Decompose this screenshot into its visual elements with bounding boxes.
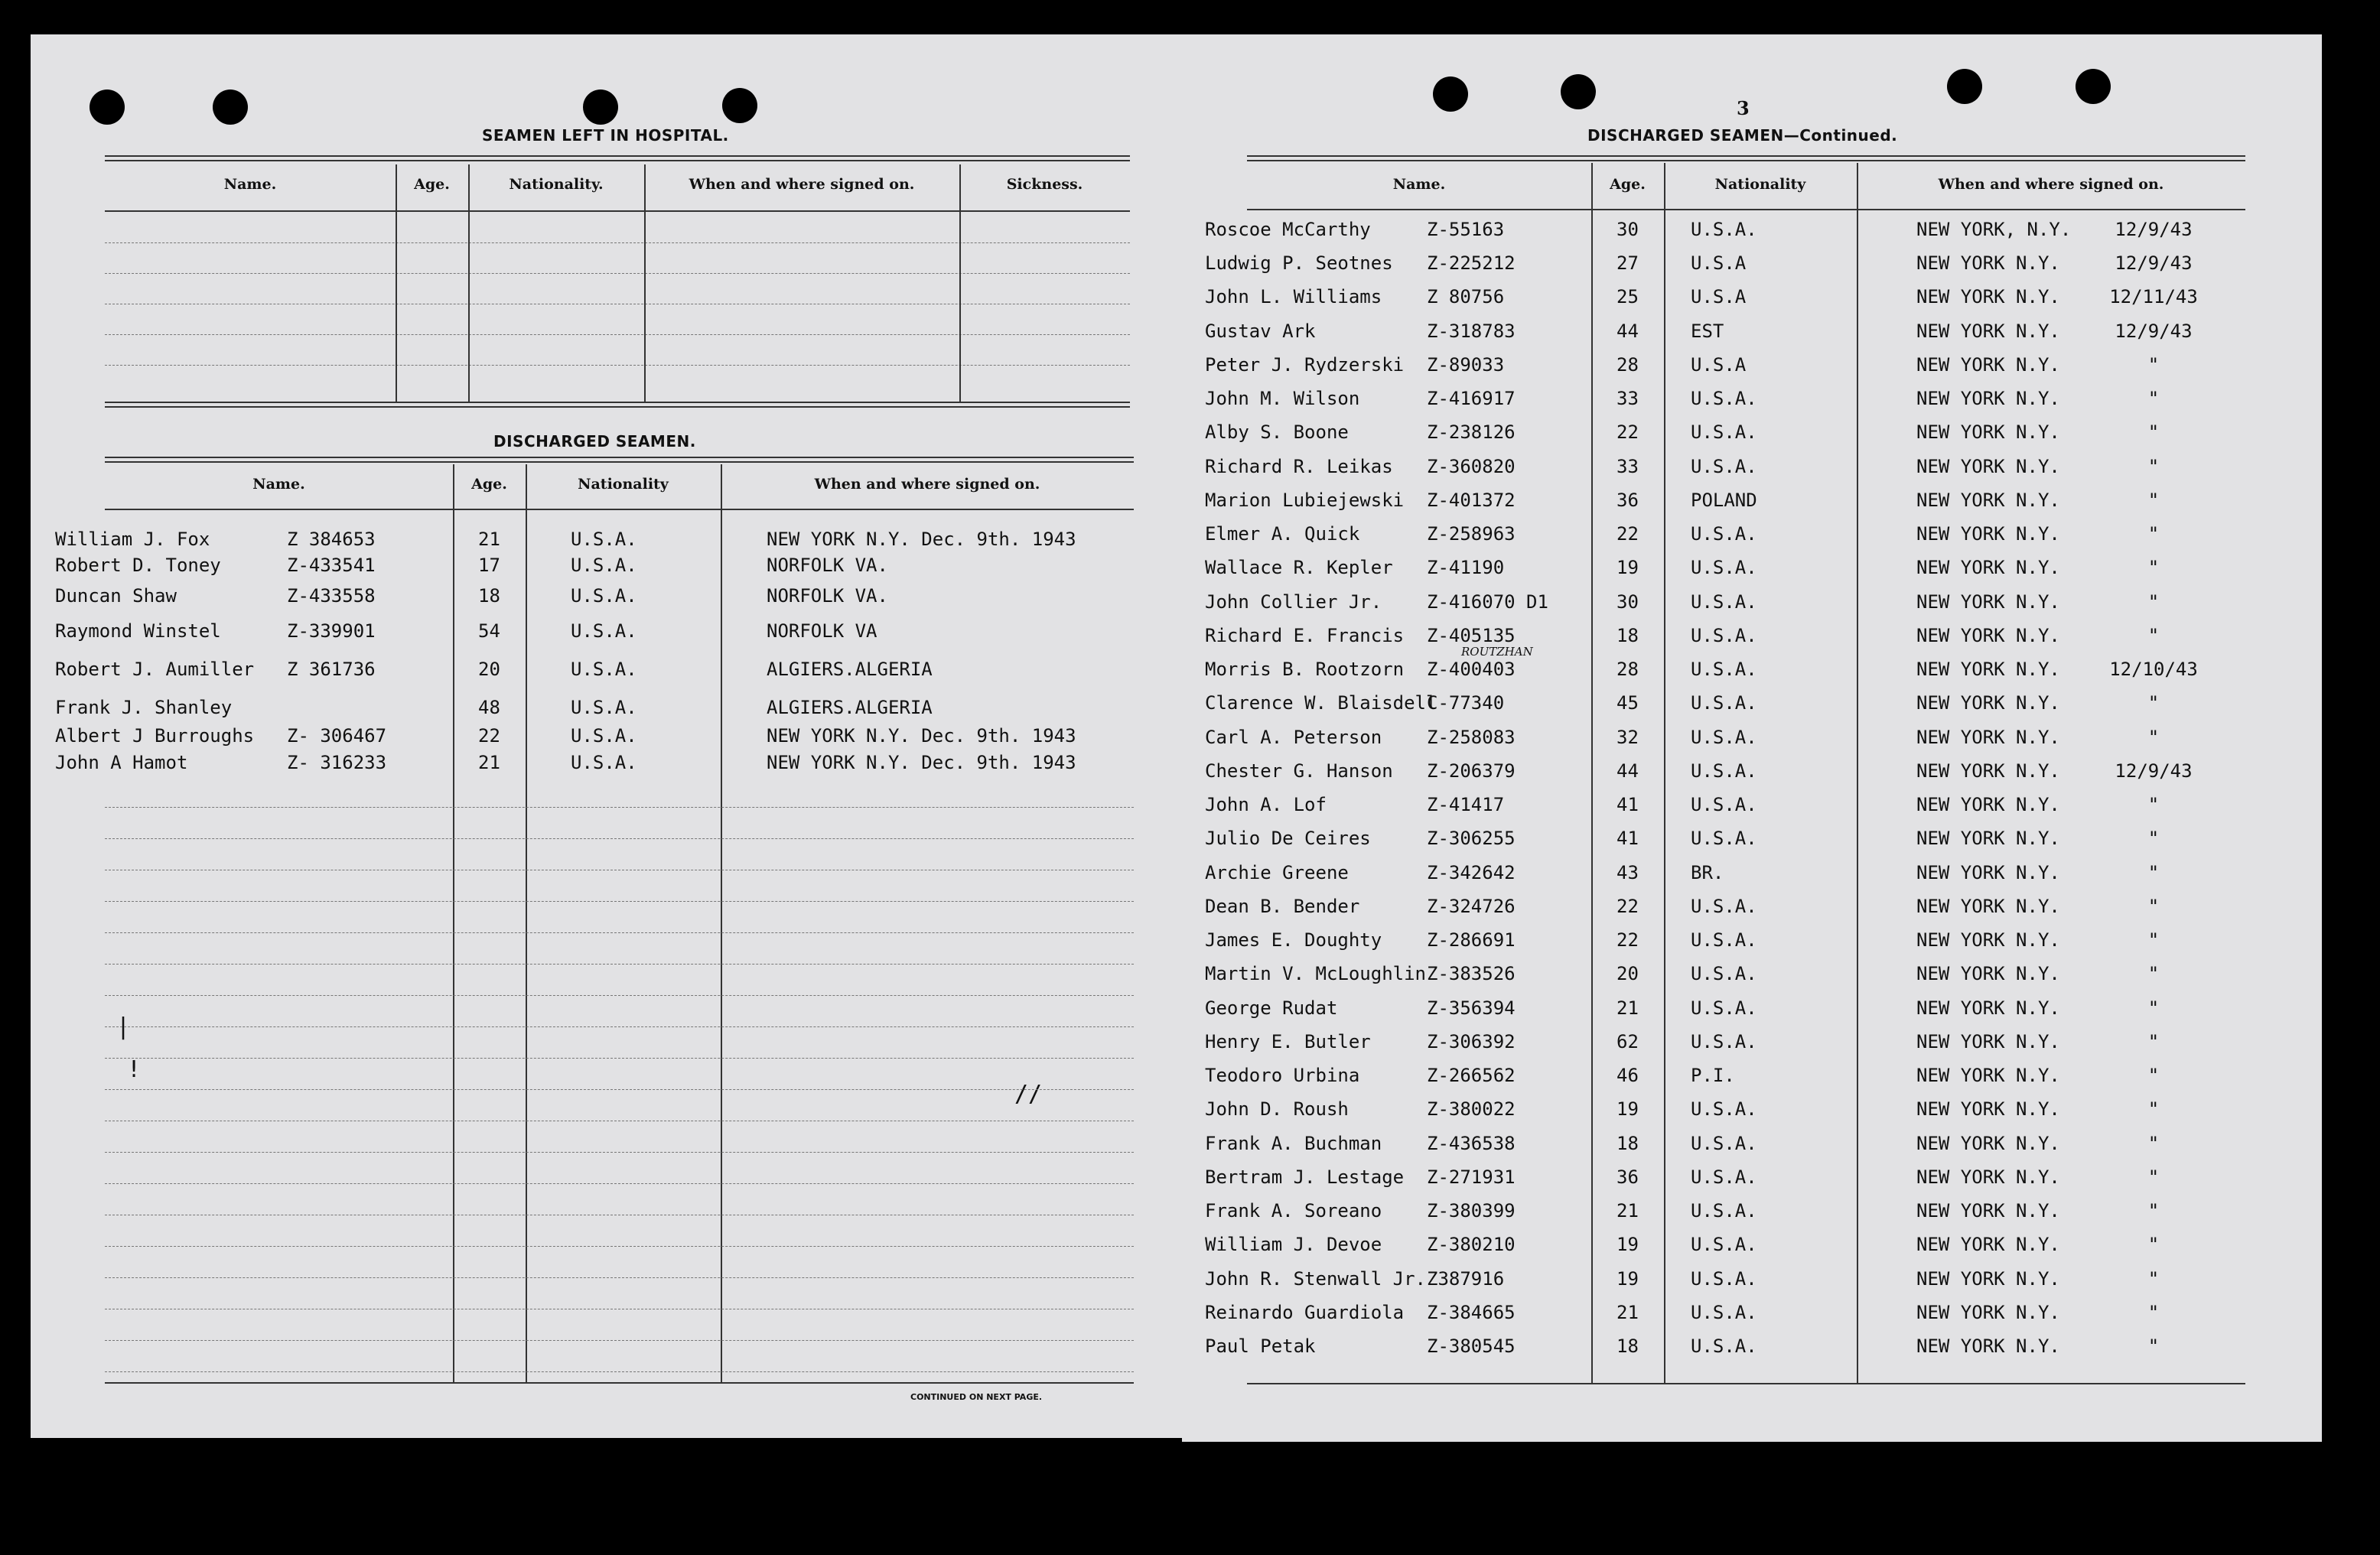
right-row-place: NEW YORK N.Y. (1916, 760, 2060, 782)
right-row-place: NEW YORK N.Y. (1916, 1234, 2060, 1255)
right-row-place: NEW YORK N.Y. (1916, 929, 2060, 951)
right-col-name: Name. (1392, 176, 1446, 193)
hospital-col-nationality: Nationality. (509, 176, 604, 193)
right-row-place: NEW YORK N.Y. (1916, 320, 2060, 342)
right-row-date: 12/11/43 (2109, 286, 2198, 307)
right-col-signed: When and where signed on. (1938, 176, 2164, 193)
right-row-z: Z-238126 (1427, 421, 1516, 443)
right-row-z: Z-405135 (1427, 625, 1516, 646)
right-row-place: NEW YORK N.Y. (1916, 625, 2060, 646)
right-row-nat: U.S.A. (1691, 1268, 1757, 1290)
right-row-nat: U.S.A. (1691, 896, 1757, 917)
right-row-age: 20 (1617, 963, 1639, 984)
right-row-z: Z-416917 (1427, 388, 1516, 409)
right-row-nat: U.S.A. (1691, 659, 1757, 680)
right-row-place: NEW YORK N.Y. (1916, 557, 2060, 578)
right-row-z: Z-383526 (1427, 963, 1516, 984)
right-row-place: NEW YORK N.Y. (1916, 523, 2060, 545)
discharged-col-signed: When and where signed on. (814, 476, 1040, 493)
right-row-name: Morris B. Rootzorn (1205, 659, 1405, 680)
right-row-nat: BR. (1691, 862, 1724, 883)
right-row-place: NEW YORK N.Y. (1916, 1302, 2060, 1323)
right-row-date: " (2147, 557, 2160, 578)
left-row-z: Z-433558 (287, 585, 376, 607)
right-row-name: George Rudat (1205, 997, 1338, 1019)
left-row-signed: ALGIERS.ALGERIA (767, 659, 933, 680)
blank-row-line (105, 1340, 1134, 1341)
right-row-name: Peter J. Rydzerski (1205, 354, 1405, 376)
right-row-name: Dean B. Bender (1205, 896, 1360, 917)
right-row-date: " (2147, 456, 2160, 477)
right-row-name: Elmer A. Quick (1205, 523, 1360, 545)
right-row-age: 33 (1617, 456, 1639, 477)
left-row-name: Robert J. Aumiller (55, 659, 255, 680)
right-row-z: Z-380210 (1427, 1234, 1516, 1255)
right-row-age: 21 (1617, 997, 1639, 1019)
right-row-nat: U.S.A. (1691, 1098, 1757, 1120)
right-row-date: " (2147, 727, 2160, 748)
right-row-nat: U.S.A. (1691, 828, 1757, 849)
right-row-z: Z-41190 (1427, 557, 1505, 578)
right-row-date: " (2147, 862, 2160, 883)
right-row-age: 19 (1617, 1234, 1639, 1255)
right-row-place: NEW YORK N.Y. (1916, 1335, 2060, 1357)
pencil-mark: | (116, 1013, 131, 1040)
right-row-nat: U.S.A. (1691, 421, 1757, 443)
discharged-col-age: Age. (471, 476, 507, 493)
right-row-date: " (2147, 1133, 2160, 1154)
right-row-nat: U.S.A (1691, 286, 1747, 307)
right-row-age: 27 (1617, 252, 1639, 274)
right-row-age: 19 (1617, 1268, 1639, 1290)
right-row-place: NEW YORK, N.Y. (1916, 219, 2072, 240)
blank-row-line (105, 1026, 1134, 1027)
right-row-date: 12/9/43 (2115, 219, 2193, 240)
right-row-date: " (2147, 1166, 2160, 1188)
binder-hole (722, 88, 757, 123)
right-row-z: Z 80756 (1427, 286, 1505, 307)
blank-row-line (105, 1277, 1134, 1278)
continued-footer: CONTINUED ON NEXT PAGE. (910, 1392, 1043, 1402)
right-row-age: 25 (1617, 286, 1639, 307)
left-row-z: Z-433541 (287, 555, 376, 576)
discharged-title: DISCHARGED SEAMEN. (493, 432, 696, 451)
right-row-date: " (2147, 388, 2160, 409)
right-row-name: Marion Lubiejewski (1205, 490, 1405, 511)
right-row-age: 19 (1617, 557, 1639, 578)
right-row-date: " (2147, 1302, 2160, 1323)
right-row-date: " (2147, 1200, 2160, 1222)
right-row-name: Clarence W. Blaisdell (1205, 692, 1437, 714)
right-row-z: Z-380545 (1427, 1335, 1516, 1357)
right-row-name: Roscoe McCarthy (1205, 219, 1371, 240)
right-row-nat: POLAND (1691, 490, 1757, 511)
right-row-z: Z-306392 (1427, 1031, 1516, 1052)
right-row-name: Reinardo Guardiola (1205, 1302, 1405, 1323)
right-row-nat: U.S.A. (1691, 929, 1757, 951)
right-row-age: 43 (1617, 862, 1639, 883)
right-row-date: " (2147, 794, 2160, 815)
right-row-place: NEW YORK N.Y. (1916, 1200, 2060, 1222)
right-row-nat: U.S.A (1691, 354, 1747, 376)
right-row-nat: U.S.A. (1691, 625, 1757, 646)
right-row-place: NEW YORK N.Y. (1916, 692, 2060, 714)
binder-hole (1561, 74, 1596, 109)
right-row-nat: U.S.A. (1691, 557, 1757, 578)
left-row-signed: ALGIERS.ALGERIA (767, 697, 933, 718)
right-row-name: Richard E. Francis (1205, 625, 1405, 646)
left-row-name: Duncan Shaw (55, 585, 177, 607)
right-row-z: Z-318783 (1427, 320, 1516, 342)
right-row-name: Henry E. Butler (1205, 1031, 1371, 1052)
blank-row-line (105, 901, 1134, 902)
right-row-name: Bertram J. Lestage (1205, 1166, 1405, 1188)
right-row-place: NEW YORK N.Y. (1916, 659, 2060, 680)
right-row-date: " (2147, 591, 2160, 613)
right-row-age: 22 (1617, 523, 1639, 545)
right-row-nat: U.S.A. (1691, 219, 1757, 240)
left-row-age: 21 (478, 529, 500, 550)
right-page (1182, 34, 2322, 1442)
right-row-date: 12/9/43 (2115, 760, 2193, 782)
left-row-signed: NORFOLK VA. (767, 555, 888, 576)
hospital-col-sickness: Sickness. (1006, 176, 1083, 193)
binder-hole (583, 89, 618, 125)
right-row-place: NEW YORK N.Y. (1916, 862, 2060, 883)
left-row-name: Frank J. Shanley (55, 697, 233, 718)
right-row-date: " (2147, 421, 2160, 443)
right-row-age: 62 (1617, 1031, 1639, 1052)
right-row-nat: U.S.A. (1691, 997, 1757, 1019)
right-row-name: John L. Williams (1205, 286, 1382, 307)
right-row-nat: U.S.A. (1691, 1234, 1757, 1255)
right-row-name: Julio De Ceires (1205, 828, 1371, 849)
right-row-place: NEW YORK N.Y. (1916, 388, 2060, 409)
right-row-age: 18 (1617, 625, 1639, 646)
right-row-age: 41 (1617, 828, 1639, 849)
blank-row-line (105, 964, 1134, 965)
right-row-place: NEW YORK N.Y. (1916, 252, 2060, 274)
right-row-age: 22 (1617, 896, 1639, 917)
left-row-nat: U.S.A. (571, 529, 637, 550)
right-row-z: Z-206379 (1427, 760, 1516, 782)
right-row-age: 44 (1617, 760, 1639, 782)
left-row-nat: U.S.A. (571, 725, 637, 747)
right-row-place: NEW YORK N.Y. (1916, 997, 2060, 1019)
left-row-signed: NORFOLK VA. (767, 585, 888, 607)
right-row-date: " (2147, 490, 2160, 511)
right-row-age: 28 (1617, 354, 1639, 376)
left-row-age: 54 (478, 620, 500, 642)
left-row-name: Robert D. Toney (55, 555, 221, 576)
blank-row-line (105, 995, 1134, 996)
right-row-place: NEW YORK N.Y. (1916, 963, 2060, 984)
right-row-place: NEW YORK N.Y. (1916, 1268, 2060, 1290)
right-row-nat: U.S.A. (1691, 963, 1757, 984)
right-row-date: " (2147, 692, 2160, 714)
right-row-place: NEW YORK N.Y. (1916, 1065, 2060, 1086)
right-row-nat: U.S.A. (1691, 388, 1757, 409)
discharged-col-name: Name. (252, 476, 305, 493)
left-row-z: Z 361736 (287, 659, 376, 680)
left-row-signed: NEW YORK N.Y. Dec. 9th. 1943 (767, 529, 1076, 550)
right-row-nat: U.S.A. (1691, 1166, 1757, 1188)
right-row-name: Richard R. Leikas (1205, 456, 1393, 477)
right-row-z: Z-89033 (1427, 354, 1505, 376)
right-row-z: Z-271931 (1427, 1166, 1516, 1188)
right-row-name: James E. Doughty (1205, 929, 1382, 951)
left-row-age: 22 (478, 725, 500, 747)
right-row-nat: U.S.A. (1691, 727, 1757, 748)
right-row-nat: U.S.A. (1691, 1031, 1757, 1052)
right-row-place: NEW YORK N.Y. (1916, 896, 2060, 917)
hospital-col-signed: When and where signed on. (689, 176, 915, 193)
left-row-signed: NEW YORK N.Y. Dec. 9th. 1943 (767, 752, 1076, 773)
right-row-date: " (2147, 625, 2160, 646)
left-row-nat: U.S.A. (571, 697, 637, 718)
right-row-place: NEW YORK N.Y. (1916, 591, 2060, 613)
right-row-z: Z-436538 (1427, 1133, 1516, 1154)
right-row-z: C-77340 (1427, 692, 1505, 714)
right-row-date: " (2147, 1268, 2160, 1290)
right-col-age: Age. (1610, 176, 1646, 193)
right-col-nationality: Nationality (1714, 176, 1806, 193)
right-row-date: " (2147, 1031, 2160, 1052)
right-row-nat: U.S.A. (1691, 760, 1757, 782)
right-row-z: Z-356394 (1427, 997, 1516, 1019)
right-row-nat: U.S.A. (1691, 523, 1757, 545)
right-row-place: NEW YORK N.Y. (1916, 490, 2060, 511)
left-row-age: 20 (478, 659, 500, 680)
pencil-mark: ! (127, 1056, 142, 1083)
right-row-name: Martin V. McLoughlin (1205, 963, 1426, 984)
right-row-age: 36 (1617, 490, 1639, 511)
page-number: 3 (1737, 97, 1750, 119)
right-row-age: 19 (1617, 1098, 1639, 1120)
right-row-z: Z-400403 (1427, 659, 1516, 680)
right-row-nat: EST (1691, 320, 1724, 342)
right-row-date: " (2147, 523, 2160, 545)
left-row-z: Z- 316233 (287, 752, 387, 773)
right-row-z: Z387916 (1427, 1268, 1505, 1290)
right-row-age: 28 (1617, 659, 1639, 680)
right-row-z: Z-266562 (1427, 1065, 1516, 1086)
left-row-nat: U.S.A. (571, 555, 637, 576)
right-row-age: 21 (1617, 1200, 1639, 1222)
blank-row-line (105, 1152, 1134, 1153)
right-row-age: 33 (1617, 388, 1639, 409)
right-row-age: 30 (1617, 219, 1639, 240)
right-row-nat: U.S.A. (1691, 794, 1757, 815)
right-row-date: " (2147, 1065, 2160, 1086)
right-row-place: NEW YORK N.Y. (1916, 456, 2060, 477)
left-row-nat: U.S.A. (571, 585, 637, 607)
binder-hole (90, 89, 125, 125)
binder-hole (2076, 69, 2111, 104)
left-row-z: Z- 306467 (287, 725, 387, 747)
right-row-nat: U.S.A. (1691, 591, 1757, 613)
right-row-place: NEW YORK N.Y. (1916, 727, 2060, 748)
discharged-continued-title: DISCHARGED SEAMEN—Continued. (1587, 126, 1898, 145)
blank-row-line (105, 1371, 1134, 1372)
right-row-age: 44 (1617, 320, 1639, 342)
right-row-z: Z-380399 (1427, 1200, 1516, 1222)
left-row-z: Z 384653 (287, 529, 376, 550)
right-row-name: Carl A. Peterson (1205, 727, 1382, 748)
right-row-date: 12/9/43 (2115, 320, 2193, 342)
right-row-date: " (2147, 963, 2160, 984)
left-row-age: 21 (478, 752, 500, 773)
left-row-name: John A Hamot (55, 752, 188, 773)
right-row-z: Z-342642 (1427, 862, 1516, 883)
right-row-date: " (2147, 354, 2160, 376)
left-row-nat: U.S.A. (571, 659, 637, 680)
blank-row-line (105, 1058, 1134, 1059)
right-row-place: NEW YORK N.Y. (1916, 1166, 2060, 1188)
right-row-place: NEW YORK N.Y. (1916, 1031, 2060, 1052)
binder-hole (1433, 76, 1468, 112)
right-row-name: Teodoro Urbina (1205, 1065, 1360, 1086)
right-row-age: 22 (1617, 421, 1639, 443)
right-row-name: John Collier Jr. (1205, 591, 1382, 613)
right-row-age: 18 (1617, 1335, 1639, 1357)
right-row-z: Z-41417 (1427, 794, 1505, 815)
hospital-title: SEAMEN LEFT IN HOSPITAL. (482, 126, 729, 145)
right-row-nat: U.S.A. (1691, 1302, 1757, 1323)
right-row-name: John R. Stenwall Jr. (1205, 1268, 1426, 1290)
right-row-z: Z-384665 (1427, 1302, 1516, 1323)
right-row-z: Z-401372 (1427, 490, 1516, 511)
right-row-age: 21 (1617, 1302, 1639, 1323)
left-row-nat: U.S.A. (571, 752, 637, 773)
blank-row-line (105, 807, 1134, 808)
right-row-nat: U.S.A. (1691, 1200, 1757, 1222)
right-row-name: Wallace R. Kepler (1205, 557, 1393, 578)
right-row-name: Ludwig P. Seotnes (1205, 252, 1393, 274)
right-row-place: NEW YORK N.Y. (1916, 1133, 2060, 1154)
right-row-date: 12/10/43 (2109, 659, 2198, 680)
right-row-age: 41 (1617, 794, 1639, 815)
right-row-place: NEW YORK N.Y. (1916, 286, 2060, 307)
left-row-signed: NEW YORK N.Y. Dec. 9th. 1943 (767, 725, 1076, 747)
right-row-z: Z-360820 (1427, 456, 1516, 477)
discharged-col-nationality: Nationality (578, 476, 669, 493)
right-row-age: 45 (1617, 692, 1639, 714)
right-row-place: NEW YORK N.Y. (1916, 354, 2060, 376)
right-row-nat: U.S.A (1691, 252, 1747, 274)
right-row-name: Chester G. Hanson (1205, 760, 1393, 782)
right-row-z: Z-258963 (1427, 523, 1516, 545)
right-row-place: NEW YORK N.Y. (1916, 421, 2060, 443)
right-row-age: 36 (1617, 1166, 1639, 1188)
right-row-age: 32 (1617, 727, 1639, 748)
left-page (31, 34, 1182, 1438)
right-row-name: Alby S. Boone (1205, 421, 1349, 443)
right-row-age: 22 (1617, 929, 1639, 951)
left-row-z: Z-339901 (287, 620, 376, 642)
hospital-col-age: Age. (414, 176, 450, 193)
right-row-date: " (2147, 1335, 2160, 1357)
left-row-name: Raymond Winstel (55, 620, 221, 642)
right-row-place: NEW YORK N.Y. (1916, 794, 2060, 815)
left-row-age: 48 (478, 697, 500, 718)
right-row-z: Z-225212 (1427, 252, 1516, 274)
blank-row-line (105, 932, 1134, 933)
right-row-name: William J. Devoe (1205, 1234, 1382, 1255)
blank-row-line (105, 1089, 1134, 1090)
right-row-z: Z-286691 (1427, 929, 1516, 951)
right-row-date: 12/9/43 (2115, 252, 2193, 274)
right-row-age: 46 (1617, 1065, 1639, 1086)
hospital-col-name: Name. (223, 176, 277, 193)
left-row-nat: U.S.A. (571, 620, 637, 642)
left-row-age: 18 (478, 585, 500, 607)
right-row-date: " (2147, 929, 2160, 951)
right-row-nat: U.S.A. (1691, 692, 1757, 714)
binder-hole (1947, 69, 1982, 104)
handwritten-annotation: ROUTZHAN (1461, 645, 1533, 659)
right-row-name: John A. Lof (1205, 794, 1327, 815)
right-row-name: John M. Wilson (1205, 388, 1360, 409)
right-row-nat: U.S.A. (1691, 1133, 1757, 1154)
blank-row-line (105, 1183, 1134, 1184)
right-row-z: Z-258083 (1427, 727, 1516, 748)
right-row-age: 18 (1617, 1133, 1639, 1154)
right-row-name: Paul Petak (1205, 1335, 1316, 1357)
right-row-date: " (2147, 828, 2160, 849)
right-row-name: John D. Roush (1205, 1098, 1349, 1120)
right-row-nat: P.I. (1691, 1065, 1735, 1086)
right-row-date: " (2147, 896, 2160, 917)
right-row-date: " (2147, 997, 2160, 1019)
pencil-mark: // (1014, 1081, 1043, 1108)
right-row-z: Z-306255 (1427, 828, 1516, 849)
left-row-age: 17 (478, 555, 500, 576)
right-row-z: Z-324726 (1427, 896, 1516, 917)
right-row-name: Gustav Ark (1205, 320, 1316, 342)
right-row-name: Frank A. Buchman (1205, 1133, 1382, 1154)
right-row-date: " (2147, 1098, 2160, 1120)
right-row-name: Frank A. Soreano (1205, 1200, 1382, 1222)
right-row-nat: U.S.A. (1691, 456, 1757, 477)
right-row-name: Archie Greene (1205, 862, 1349, 883)
binder-hole (213, 89, 248, 125)
left-row-name: Albert J Burroughs (55, 725, 255, 747)
right-row-z: Z-380022 (1427, 1098, 1516, 1120)
right-row-place: NEW YORK N.Y. (1916, 1098, 2060, 1120)
right-row-z: Z-55163 (1427, 219, 1505, 240)
blank-row-line (105, 1246, 1134, 1247)
right-row-age: 30 (1617, 591, 1639, 613)
right-row-date: " (2147, 1234, 2160, 1255)
blank-row-line (105, 838, 1134, 839)
left-row-name: William J. Fox (55, 529, 210, 550)
right-row-z: Z-416070 D1 (1427, 591, 1548, 613)
right-row-place: NEW YORK N.Y. (1916, 828, 2060, 849)
right-row-nat: U.S.A. (1691, 1335, 1757, 1357)
left-row-signed: NORFOLK VA (767, 620, 877, 642)
